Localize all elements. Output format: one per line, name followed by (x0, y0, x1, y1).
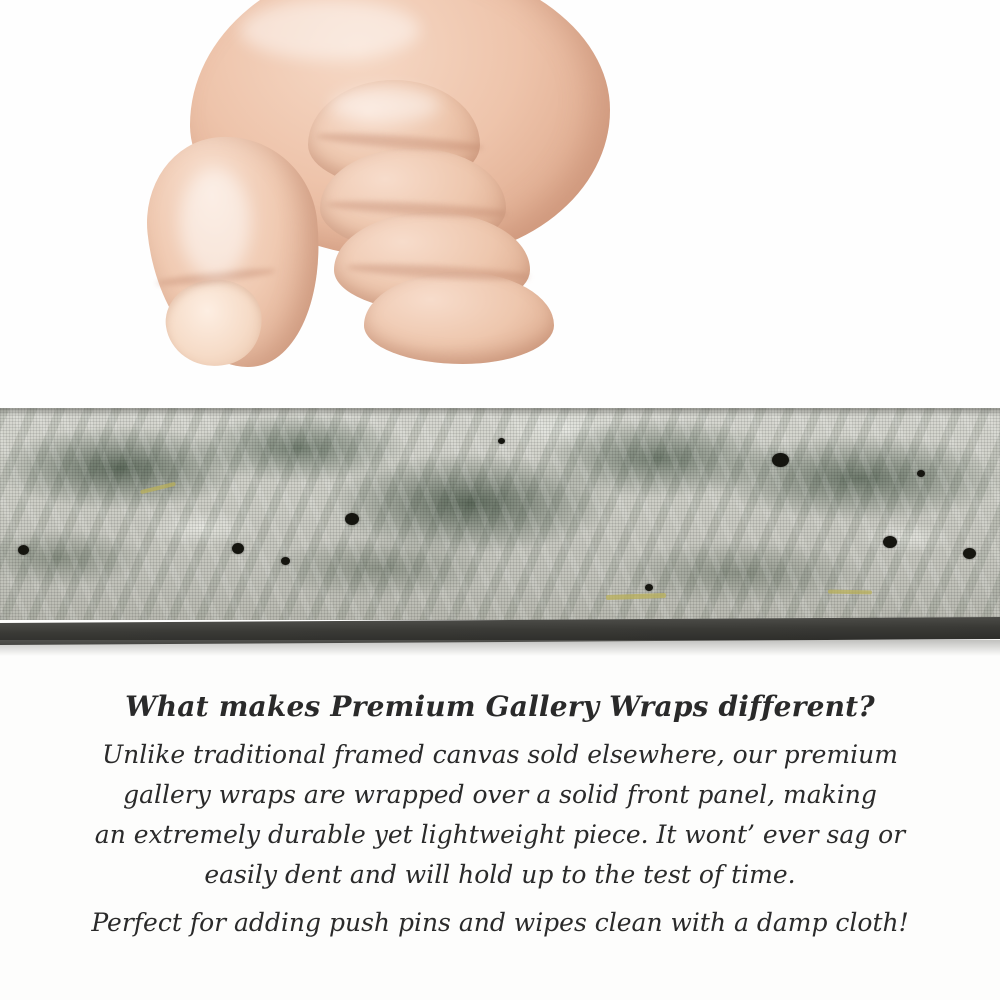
finger-pinky (364, 272, 554, 364)
yellow-paint-mark (828, 590, 872, 595)
paint-speck (281, 557, 290, 565)
caption-line-4: easily dent and will hold up to the test of time. (204, 860, 796, 889)
caption-line-2: gallery wraps are wrapped over a solid front panel, making (123, 780, 877, 809)
caption-line-3: an extremely durable yet lightweight piece. It wont’ ever sag or (94, 820, 906, 849)
caption-closing-line: Perfect for adding push pins and wipes clean with a damp cloth! (91, 908, 909, 937)
caption-title: What makes Premium Gallery Wraps different? (125, 690, 875, 723)
hand-illustration (120, 0, 600, 408)
canvas-top-shadow (0, 408, 1000, 416)
skin-highlight (330, 88, 440, 122)
skin-highlight (180, 168, 250, 278)
paint-speck (345, 513, 359, 525)
paint-speck (772, 453, 789, 467)
caption-line-1: Unlike traditional framed canvas sold elsewhere, our premium (102, 740, 898, 769)
hand-photo-area (0, 0, 1000, 408)
paint-speck (645, 584, 653, 591)
paint-speck (963, 548, 976, 559)
skin-highlight (240, 0, 420, 60)
paint-speck (883, 536, 897, 548)
canvas-edge-band (0, 408, 1000, 620)
panel-drop-shadow (0, 640, 1000, 656)
paint-speck (18, 545, 29, 555)
paint-speck (917, 470, 925, 477)
caption-block (0, 690, 1000, 943)
paint-speck (232, 543, 244, 554)
paint-speck (498, 438, 505, 444)
